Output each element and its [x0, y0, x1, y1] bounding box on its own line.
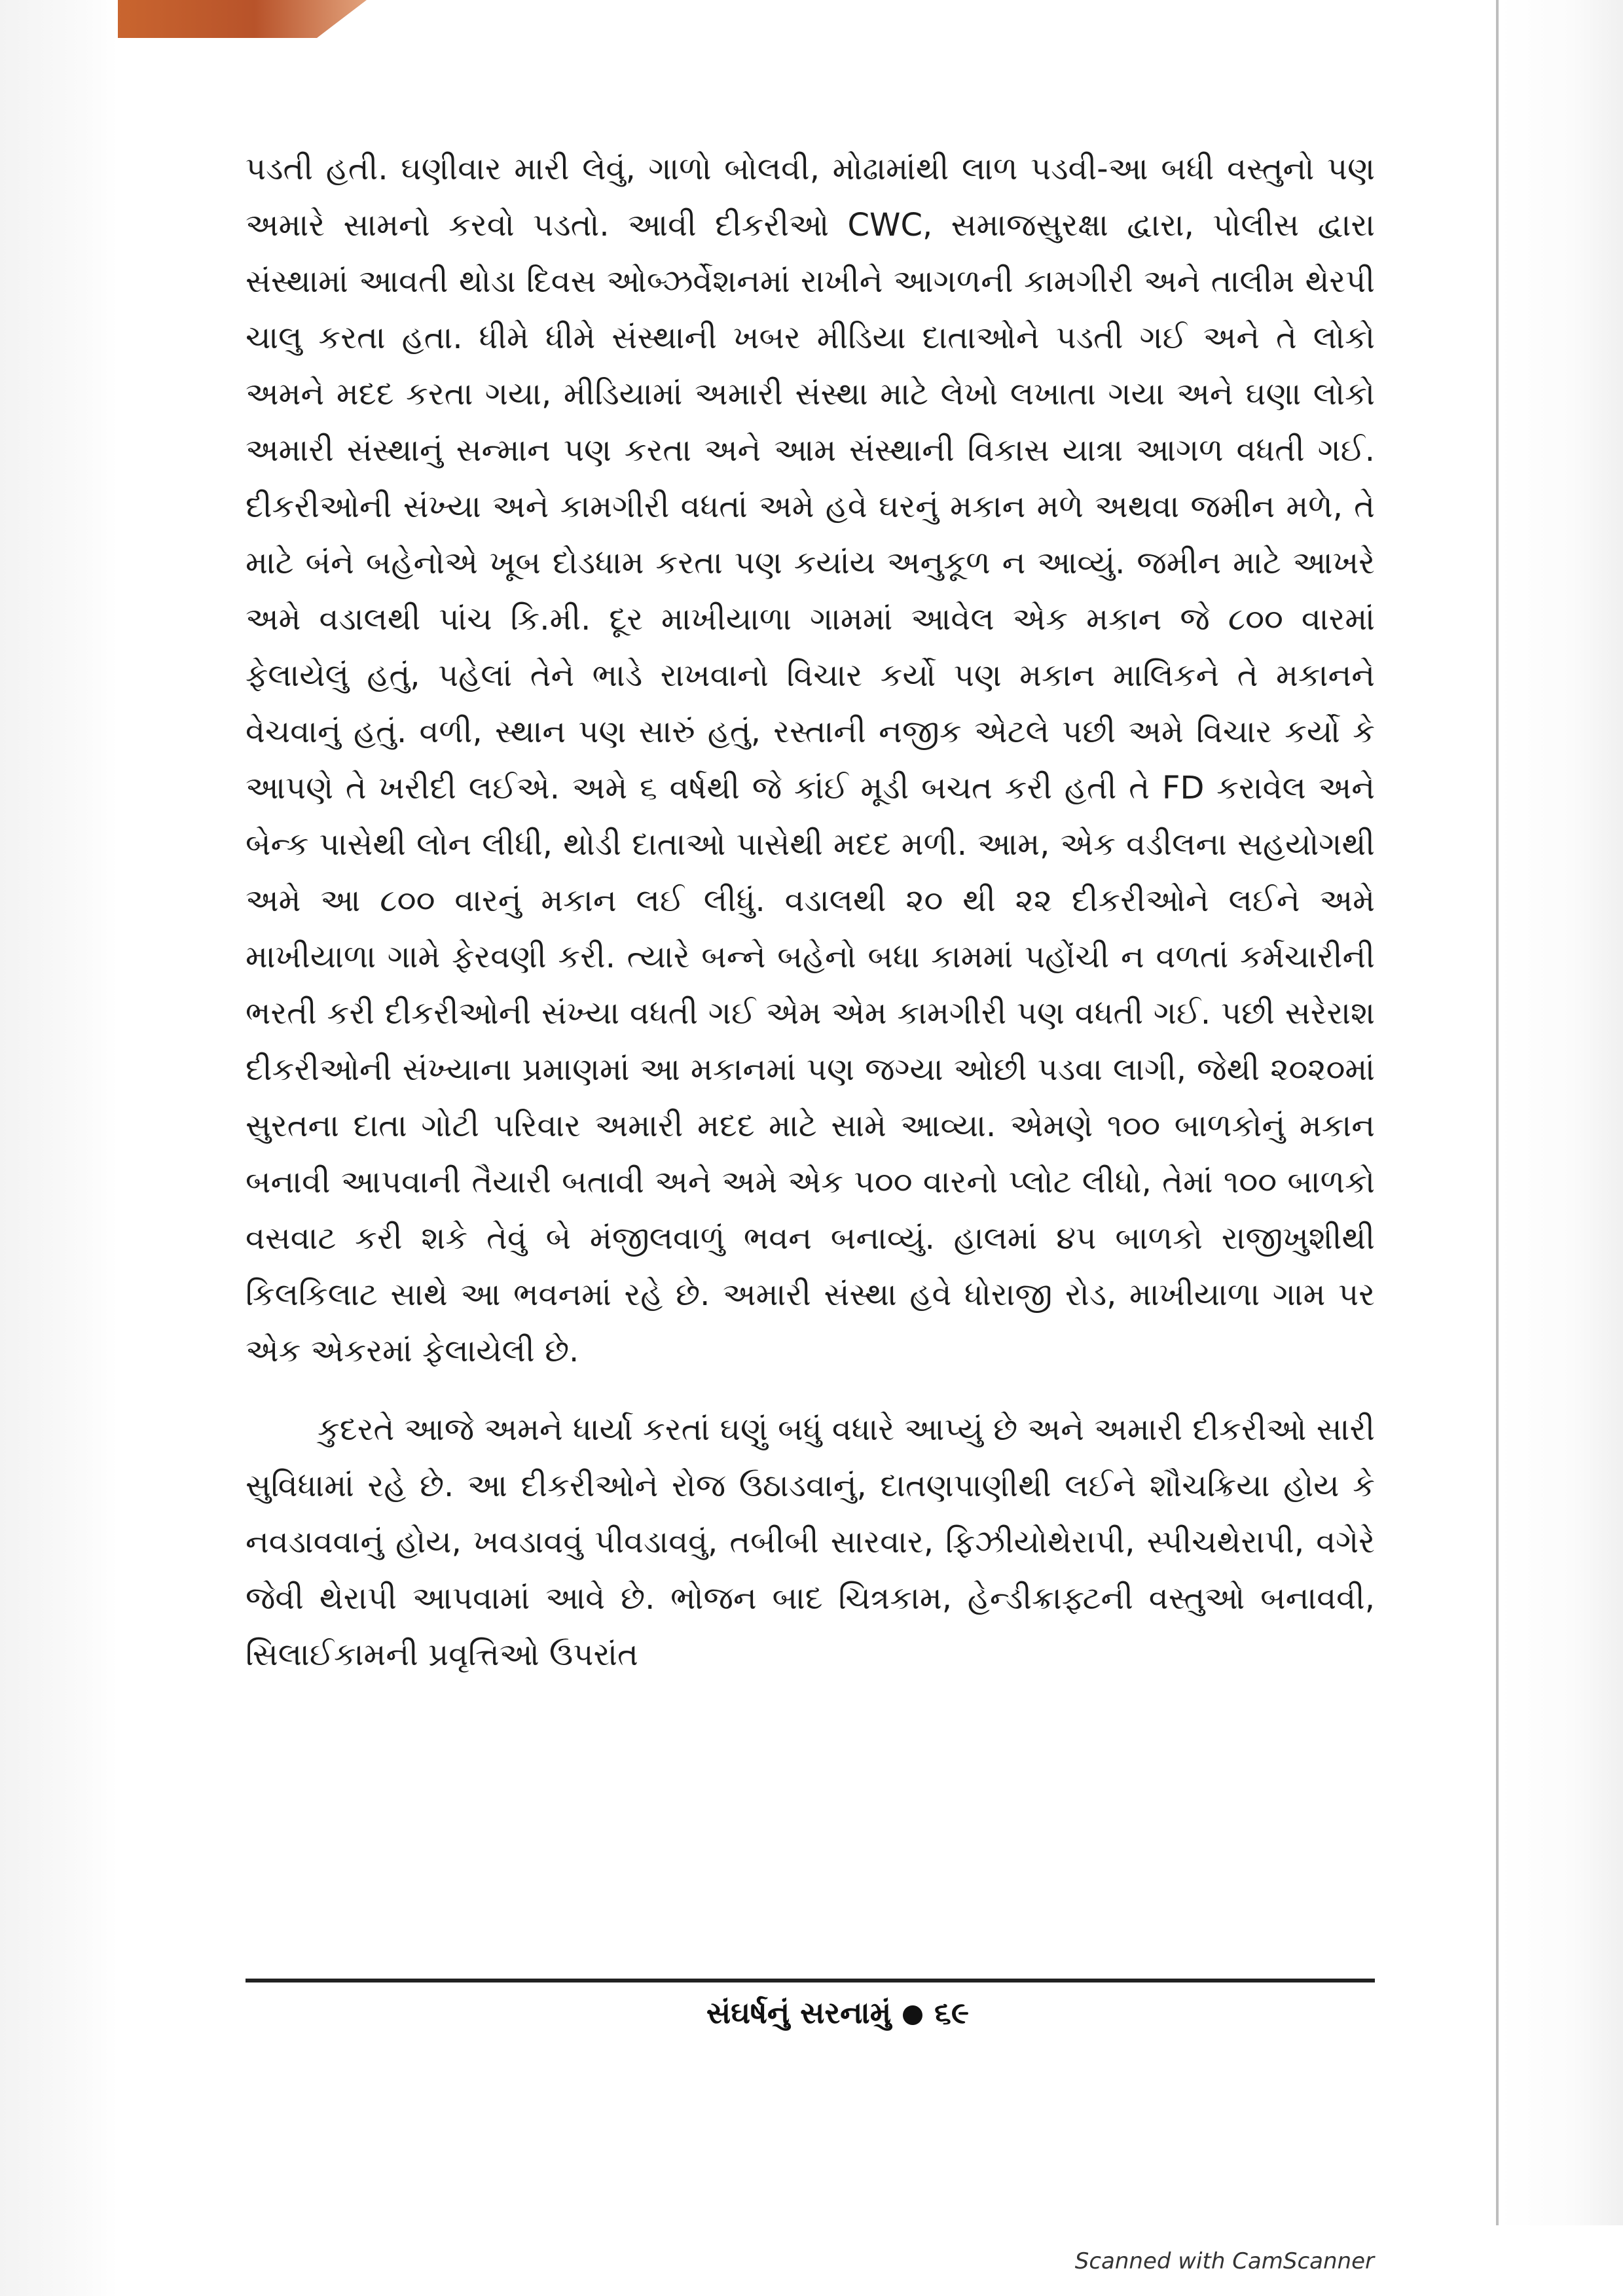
- page-right-shadow: [1499, 0, 1623, 2225]
- scanner-watermark: Scanned with CamScanner: [1074, 2248, 1374, 2274]
- bullet-icon: [903, 2005, 922, 2025]
- paragraph: પડતી હતી. ઘણીવાર મારી લેવું, ગાળો બોલવી, મોઢામાંથી લાળ પડવી-આ બધી વસ્તુનો પણ અમારે સામનો કરવો પડતો. આવી દીકરીઓ CWC, સમાજસુરક્ષા દ્વારા, પોલીસ દ્વારા સંસ્થામાં આવતી થોડા દિવસ ઓબ્ઝર્વેશનમાં રાખીને આગળની કામગીરી અને તાલીમ થેરપી ચાલુ કરતા હતા. ધીમે ધીમે સંસ્થાની ખબર મીડિયા દાતાઓને પડતી ગઈ અને તે લોકો અમને મદદ કરતા ગયા, મીડિયામાં અમારી સંસ્થા માટે લેખો લખાતા ગયા અને ઘણા લોકો અમારી સંસ્થાનું સન્માન પણ કરતા અને આમ સંસ્થાની વિકાસ યાત્રા આગળ વધતી ગઈ. દીકરીઓની સંખ્યા અને કામગીરી વધતાં અમે હવે ઘરનું મકાન મળે અથવા જમીન મળે, તે માટે બંને બહેનોએ ખૂબ દોડધામ કરતા પણ કયાંય અનુકૂળ ન આવ્યું. જમીન માટે આખરે અમે વડાલથી પાંચ કિ.મી. દૂર માખીયાળા ગામમાં આવેલ એક મકાન જે ૮૦૦ વારમાં ફેલાયેલું હતું, પહેલાં તેને ભાડે રાખવાનો વિચાર કર્યો પણ મકાન માલિકને તે મકાનને વેચવાનું હતું. વળી, સ્થાન પણ સારું હતું, રસ્તાની નજીક એટલે પછી અમે વિચાર કર્યો કે આપણે તે ખરીદી લઈએ. અમે ૬ વર્ષથી જે કાંઈ મૂડી બચત કરી હતી તે FD કરાવેલ અને બેન્ક પાસેથી લોન લીધી, થોડી દાતાઓ પાસેથી મદદ મળી. આમ, એક વડીલના સહયોગથી અમે આ ૮૦૦ વારનું મકાન લઈ લીધું. વડાલથી ૨૦ થી ૨૨ દીકરીઓને લઈને અમે માખીયાળા ગામે ફેરવણી કરી. ત્યારે બન્ને બહેનો બધા કામમાં પહોંચી ન વળતાં કર્મચારીની ભરતી કરી દીકરીઓની સંખ્યા વધતી ગઈ એમ એમ કામગીરી પણ વધતી ગઈ. પછી સરેરાશ દીકરીઓની સંખ્યાના પ્રમાણમાં આ મકાનમાં પણ જગ્યા ઓછી પડવા લાગી, જેથી ૨૦૨૦માં સુરતના દાતા ગોટી પરિવાર અમારી મદદ માટે સામે આવ્યા. એમણે ૧૦૦ બાળકોનું મકાન બનાવી આપવાની તૈયારી બતાવી અને અમે એક ૫૦૦ વારનો પ્લોટ લીધો, તેમાં ૧૦૦ બાળકો વસવાટ કરી શકે તેવું બે મંજીલવાળું ભવન બનાવ્યું. હાલમાં ૪૫ બાળકો રાજીખુશીથી કિલકિલાટ સાથે આ ભવનમાં રહે છે. અમારી સંસ્થા હવે ધોરાજી રોડ, માખીયાળા ગામ પર એક એકરમાં ફેલાયેલી છે.: [246, 151, 1375, 1369]
- page-number: ૬૯: [934, 1995, 970, 2030]
- page-edge-line: [1496, 0, 1499, 2225]
- footer-rule: [246, 1979, 1375, 1982]
- book-cover-edge: [118, 0, 367, 38]
- page-left-shadow: [0, 0, 118, 2296]
- body-text: [246, 141, 1375, 1683]
- page-footer: [0, 1995, 1623, 2032]
- paragraph: કુદરતે આજે અમને ધાર્યા કરતાં ઘણું બધું વધારે આપ્યું છે અને અમારી દીકરીઓ સારી સુવિધામાં રહે છે. આ દીકરીઓને રોજ ઉઠાડવાનું, દાતણપાણીથી લઈને શૌચક્રિયા હોય કે નવડાવવાનું હોય, ખવડાવવું પીવડાવવું, તબીબી સારવાર, ફિઝીયોથેરાપી, સ્પીચથેરાપી, વગેરે જેવી થેરાપી આપવામાં આવે છે. ભોજન બાદ ચિત્રકામ, હેન્ડીક્રાફ્ટની વસ્તુઓ બનાવવી, સિલાઈકામની પ્રવૃત્તિઓ ઉપરાંત: [246, 1411, 1375, 1673]
- book-title: સંઘર્ષનું સરનામું: [706, 1995, 892, 2030]
